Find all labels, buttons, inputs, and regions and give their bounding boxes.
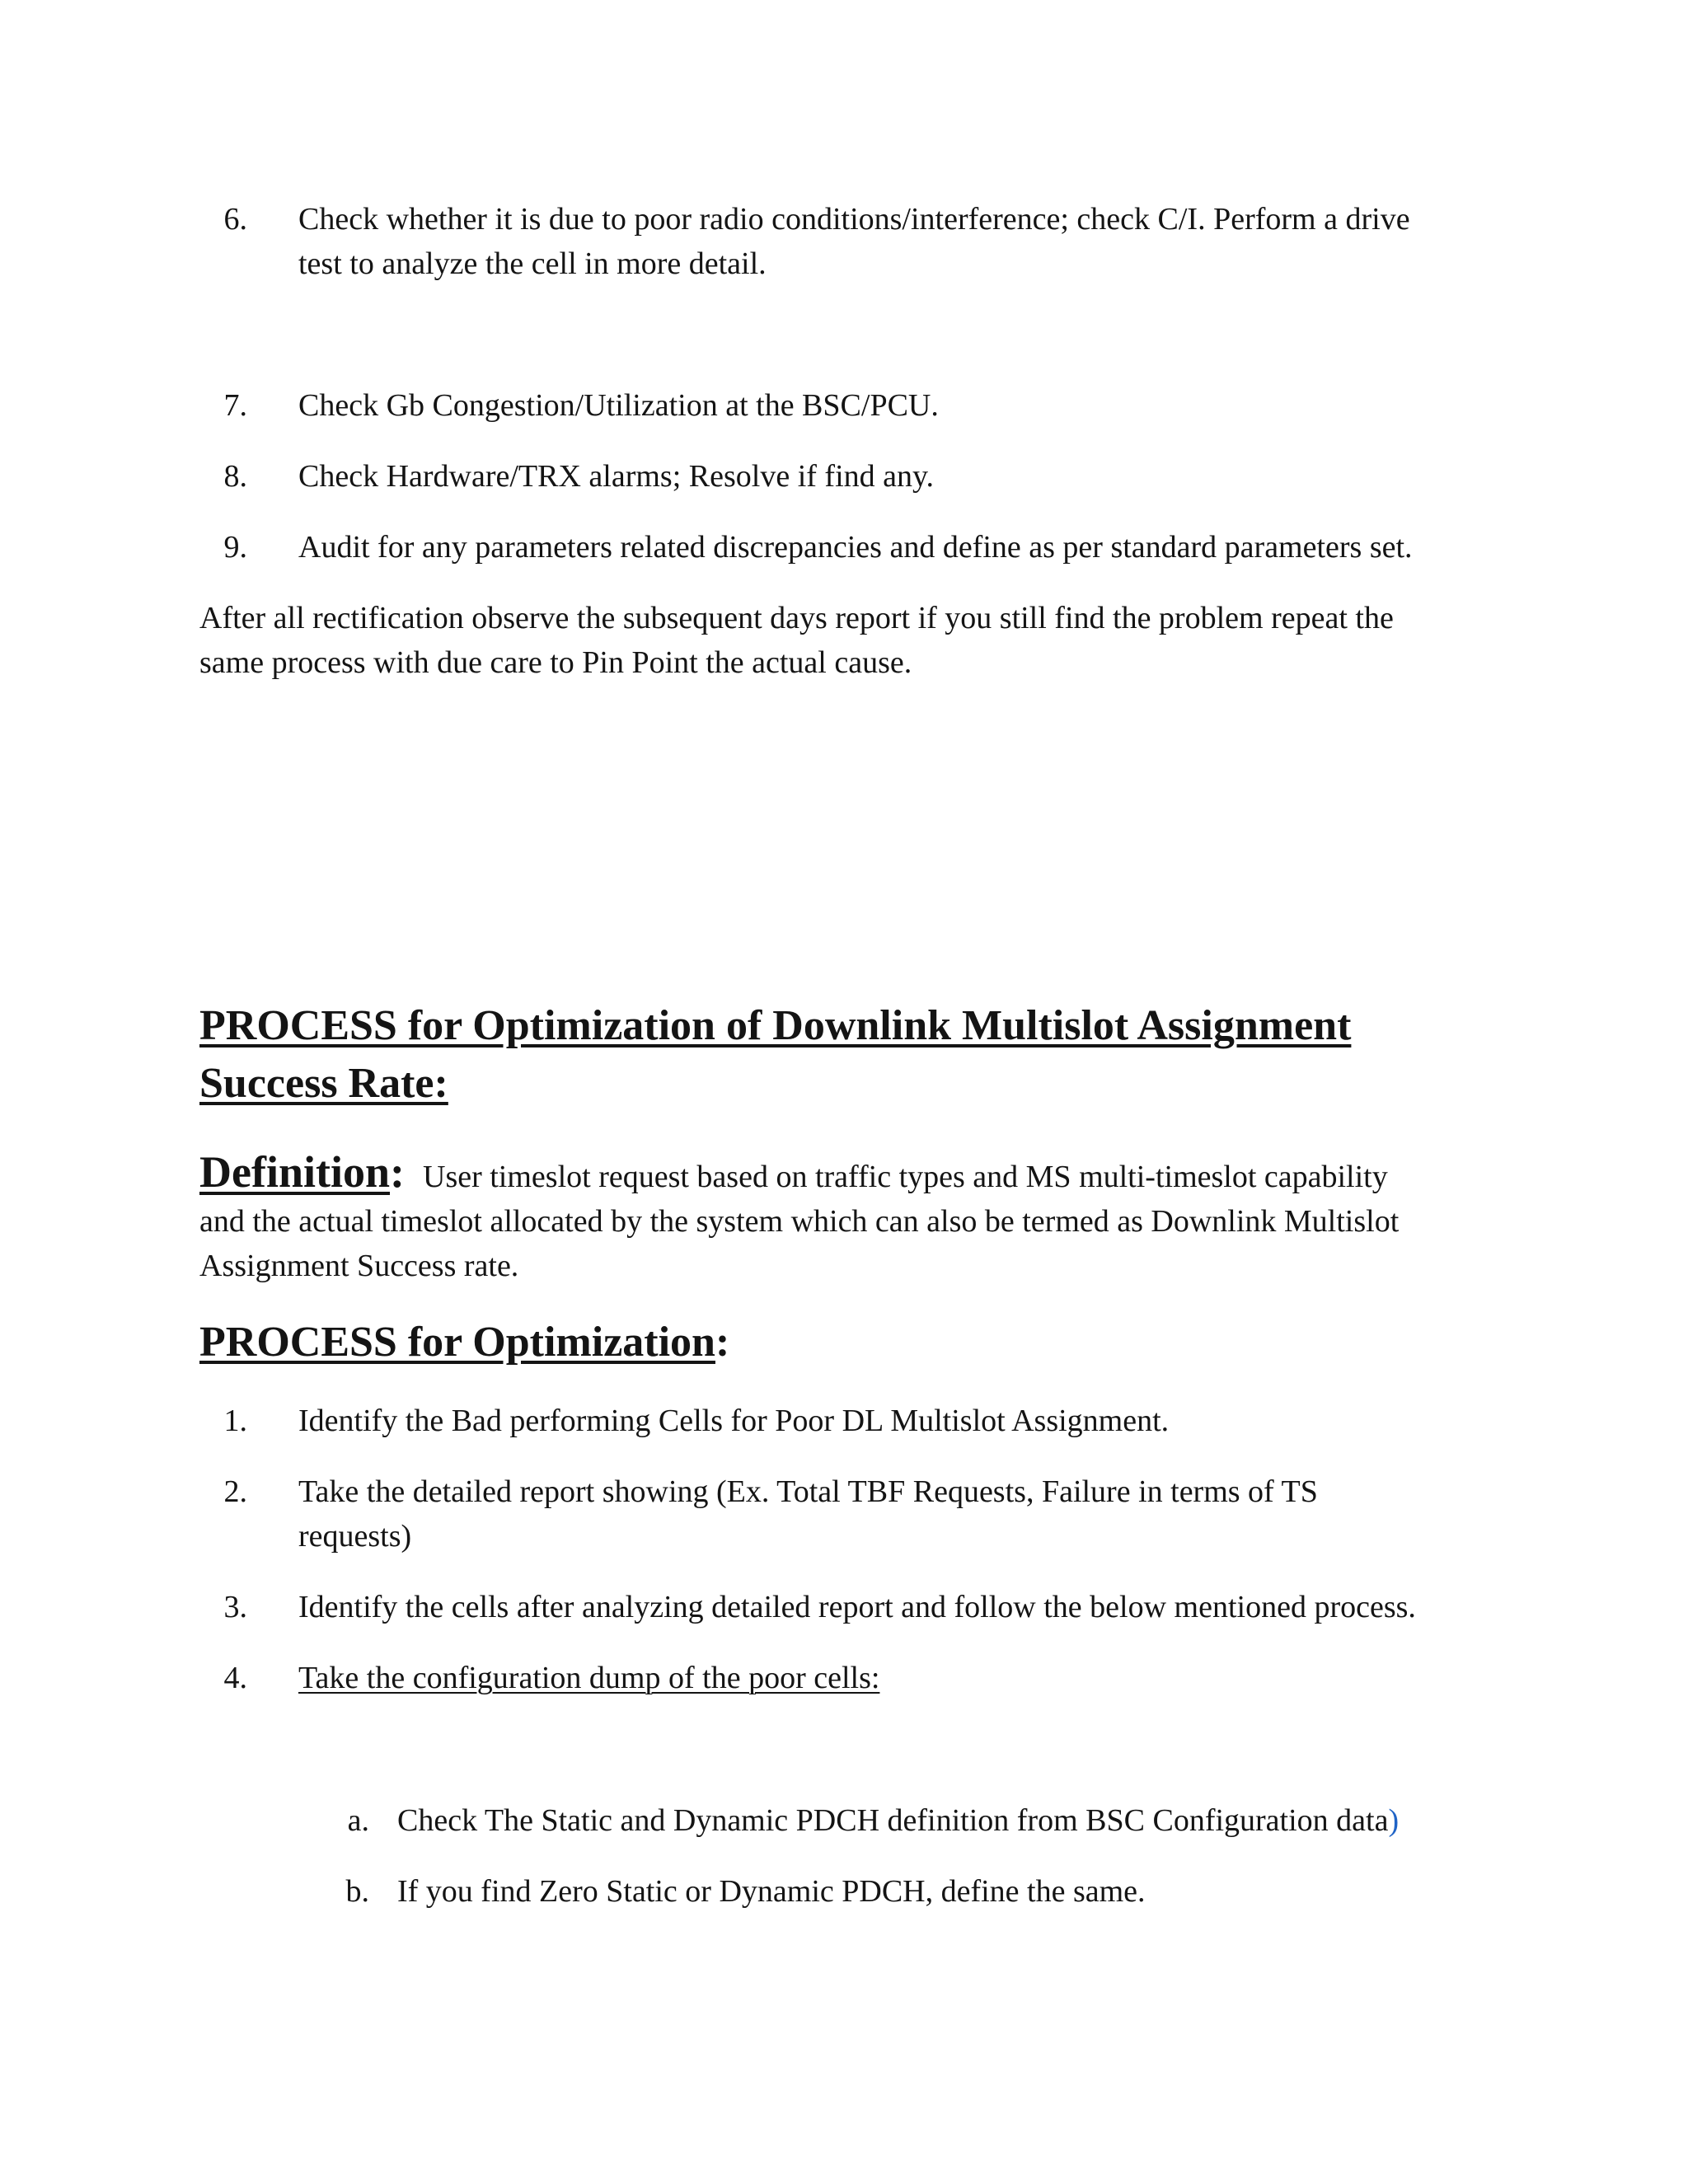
process-item-1	[199, 1399, 1518, 1443]
list-item-text: Take the detailed report showing (Ex. Total TBF Requests, Failure in terms of TS requests)	[298, 1474, 1318, 1554]
rectification-paragraph: After all rectification observe the subsequent days report if you still find the problem repeat the same process with due care to Pin Point the actual cause.	[199, 601, 1394, 680]
list-marker: 3.	[223, 1590, 247, 1624]
list-item-text: Check whether it is due to poor radio conditions/interference; check C/I. Perform a drive test to analyze the cell in more detail.	[298, 202, 1410, 281]
list-marker: 4.	[223, 1661, 247, 1695]
process-item-3	[199, 1585, 1518, 1629]
list-item-8	[199, 454, 1518, 499]
list-item-text: Identify the cells after analyzing detailed report and follow the below mentioned process.	[298, 1590, 1416, 1624]
list-marker: 7.	[223, 388, 247, 423]
list-item-7	[199, 383, 1518, 428]
process-heading: PROCESS for Optimization:	[199, 1319, 730, 1366]
list-item-text: Identify the Bad performing Cells for Poor DL Multislot Assignment.	[298, 1404, 1170, 1438]
list-marker: b.	[345, 1874, 369, 1909]
definition-text: User timeslot request based on traffic types and MS multi-timeslot capability	[423, 1160, 1388, 1194]
process-item-2	[199, 1469, 1518, 1558]
list-item-text: Check Hardware/TRX alarms; Resolve if find any.	[298, 459, 935, 494]
list-item-text: Check Gb Congestion/Utilization at the BSC/PCU.	[298, 388, 939, 423]
list-item-text: Take the configuration dump of the poor cells:	[298, 1661, 880, 1695]
list-marker: 1.	[223, 1404, 247, 1438]
definition-label: Definition	[199, 1147, 391, 1197]
list-item-9	[199, 525, 1518, 569]
list-item-text: If you find Zero Static or Dynamic PDCH, define the same.	[397, 1874, 1146, 1909]
definition-paragraph: Definition: User timeslot request based on traffic types and MS multi-timeslot capability and the actual timeslot allocated by the system which can also be termed as Downlink Multislot Assignment Success rate.	[199, 1147, 1400, 1283]
list-item-6	[199, 197, 1518, 286]
sub-item-a	[298, 1798, 1551, 1843]
list-marker: 6.	[223, 202, 247, 237]
list-marker: 8.	[223, 459, 247, 494]
list-marker: a.	[347, 1803, 369, 1838]
list-marker: 9.	[223, 530, 247, 565]
list-item-text: Check The Static and Dynamic PDCH definition from BSC Configuration data)	[397, 1803, 1400, 1838]
list-marker: 2.	[223, 1474, 247, 1509]
section-heading: PROCESS for Optimization of Downlink Multislot Assignment Success Rate:	[199, 1002, 1352, 1107]
process-item-4	[199, 1656, 1518, 1700]
sub-item-b	[298, 1869, 1551, 1914]
list-item-text: Audit for any parameters related discrepancies and define as per standard parameters set.	[298, 530, 1413, 565]
